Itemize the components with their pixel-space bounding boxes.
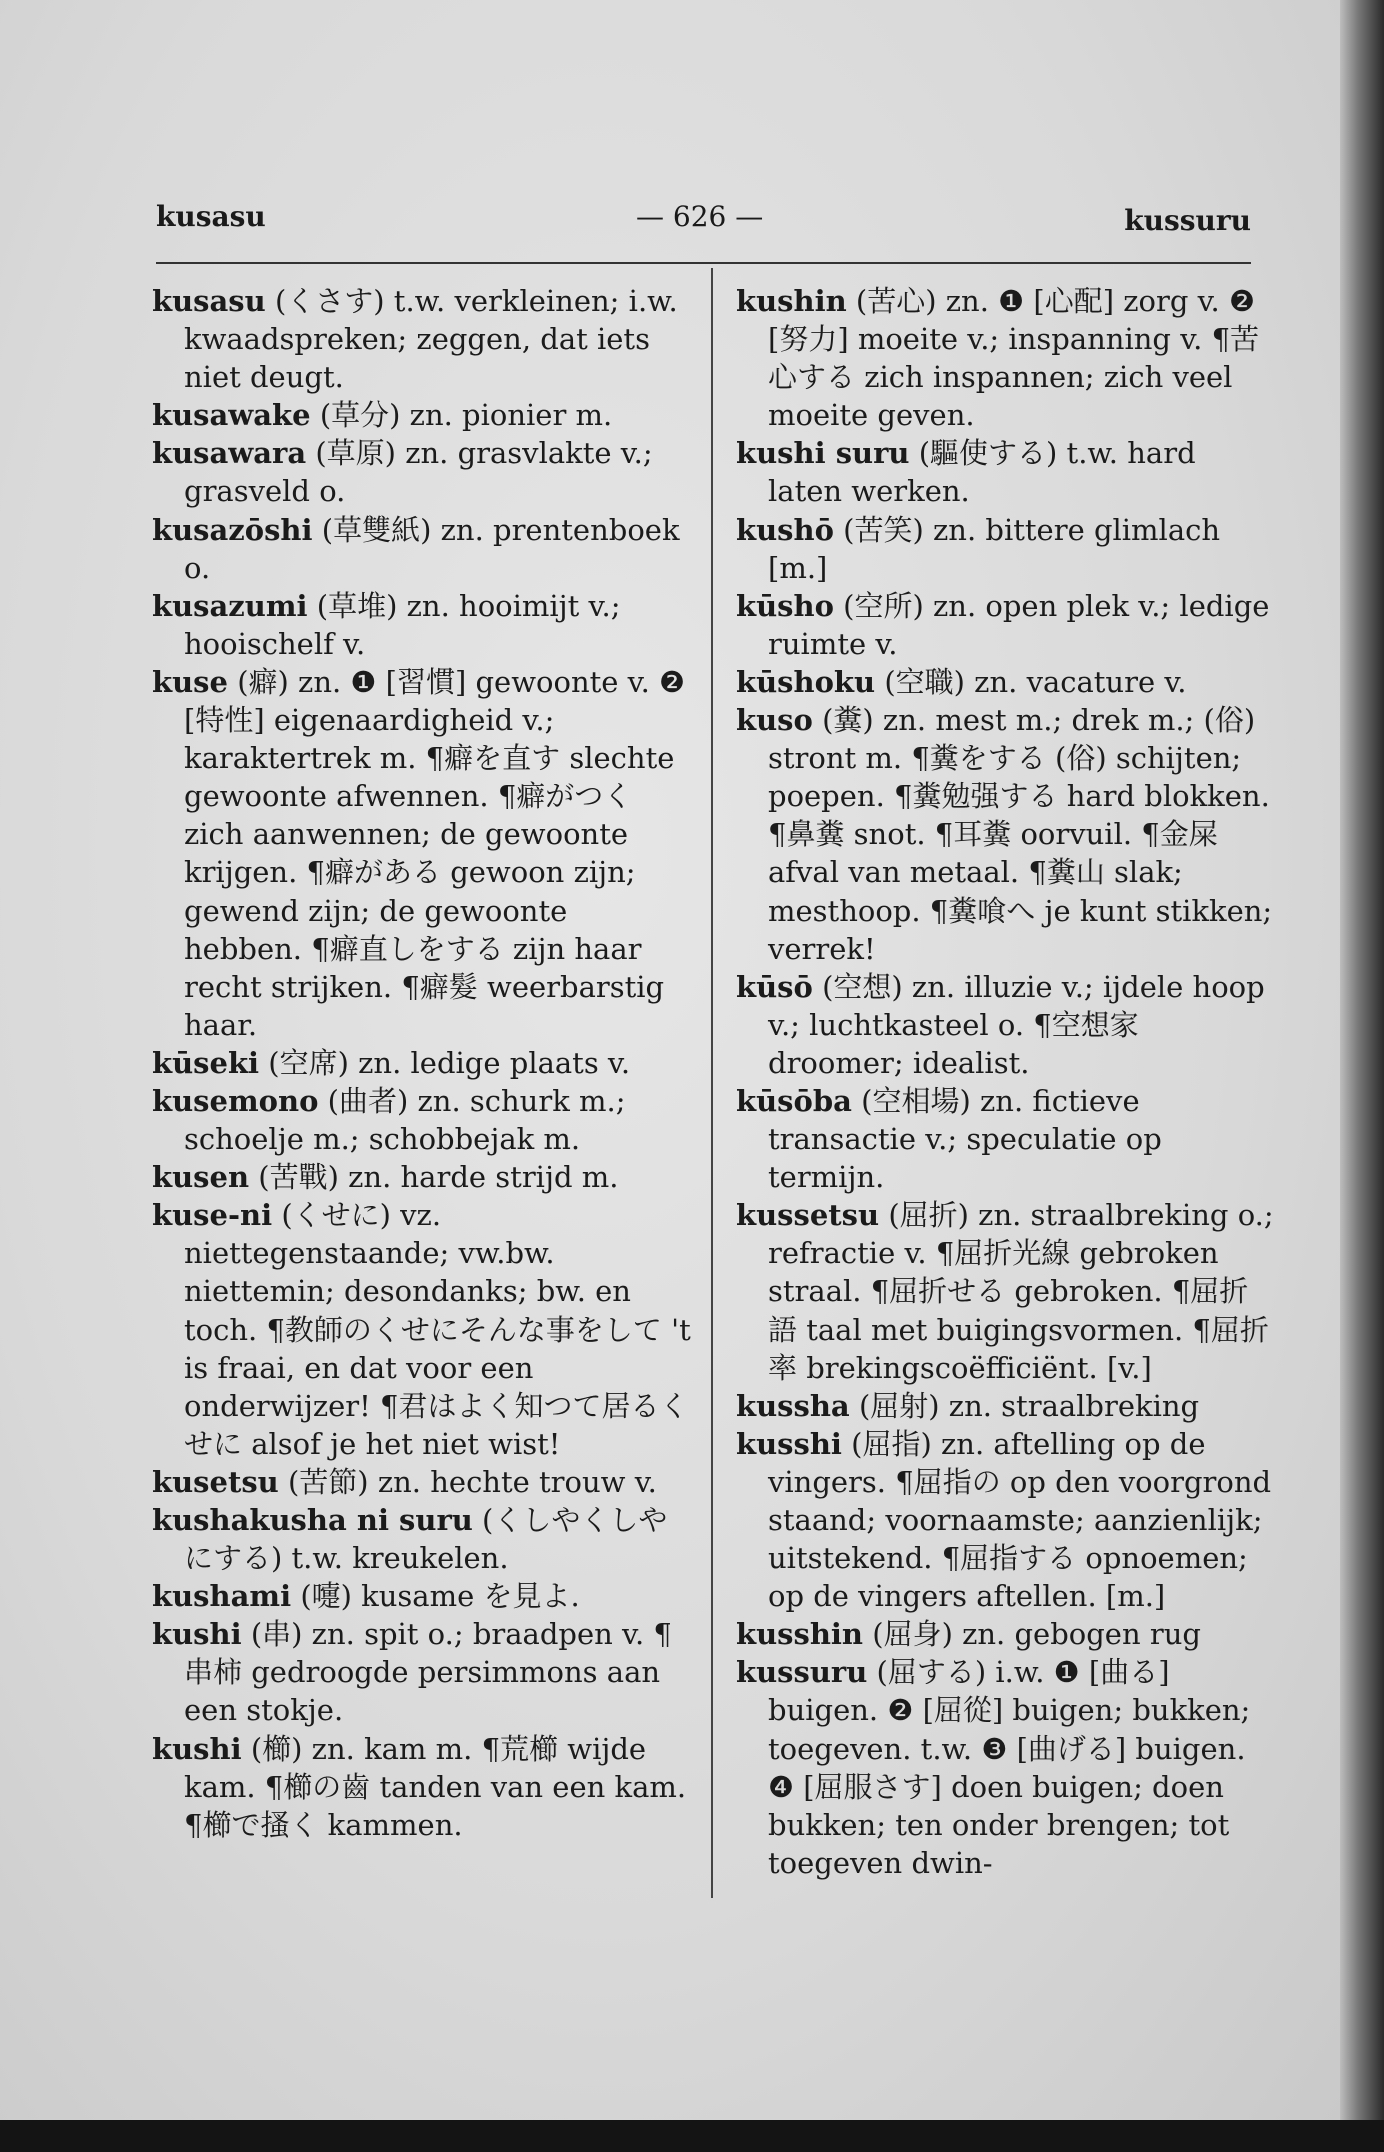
definition: (空席) zn. ledige plaats v. — [268, 1045, 631, 1080]
definition: (空職) zn. vacature v. — [884, 664, 1187, 699]
dictionary-entry — [152, 1082, 692, 1158]
headword: kūshoku — [736, 664, 876, 699]
headword: kushakusha ni suru — [152, 1503, 473, 1537]
dictionary-entry — [152, 587, 692, 663]
definition: (苦節) zn. hechte trouw v. — [287, 1464, 657, 1499]
definition: (草分) zn. pionier m. — [319, 398, 613, 433]
definition: (くさす) t.w. verkleinen; i.w. kwaadspreken; zeggen, dat iets niet deugt. — [184, 284, 678, 395]
dictionary-entry — [736, 701, 1276, 968]
definition: (草堆) zn. hooimijt v.; hooischelf v. — [184, 588, 621, 661]
headword: kussha — [736, 1388, 850, 1423]
definition: (苦笑) zn. bittere glimlach [m.] — [768, 512, 1221, 585]
headword: kushami — [152, 1579, 292, 1614]
dictionary-entry — [152, 1577, 692, 1615]
dictionary-entry — [736, 1425, 1276, 1615]
headword: kusshin — [736, 1617, 864, 1652]
background-shadow — [0, 2120, 1384, 2152]
right-guide-word: kussuru — [1124, 204, 1251, 237]
headword: kusazumi — [152, 588, 308, 623]
dictionary-entry — [152, 434, 692, 510]
dictionary-entry — [736, 511, 1276, 587]
dictionary-entry — [736, 663, 1276, 701]
dictionary-entry — [736, 282, 1276, 434]
dictionary-entry — [736, 1653, 1276, 1882]
dictionary-entry — [152, 1044, 692, 1082]
dictionary-entry — [152, 511, 692, 587]
dictionary-entry — [152, 396, 692, 434]
dictionary-entry — [152, 1615, 692, 1729]
definition: (空想) zn. illuzie v.; ijdele hoop v.; luchtkasteel o. ¶空想家 droomer; idealist. — [768, 969, 1265, 1080]
definition: (屈射) zn. straalbreking — [858, 1388, 1200, 1423]
definition: (くしやくしやにする) t.w. kreukelen. — [184, 1503, 668, 1576]
headword: kushō — [736, 512, 834, 547]
headword: kussuru — [736, 1655, 868, 1690]
definition: (曲者) zn. schurk m.; schoelje m.; schobbejak m. — [184, 1083, 626, 1157]
page-number: — 626 — — [636, 200, 764, 233]
definition: (苦心) zn. ❶ [心配] zorg v. ❷ [努力] moeite v.; inspanning v. ¶苦心する zich inspannen; zich veel moeite geven. — [768, 284, 1260, 433]
headword: kuso — [736, 703, 813, 738]
dictionary-entry — [152, 1730, 692, 1844]
definition: (空所) zn. open plek v.; ledige ruimte v. — [768, 588, 1270, 661]
column-divider — [711, 268, 713, 1898]
headword: kuse — [152, 664, 228, 699]
headword: kushi — [152, 1731, 242, 1766]
headword: kūsho — [736, 588, 834, 623]
definition: (串) zn. spit o.; braadpen v. ¶串柿 gedroogde persimmons aan een stokje. — [184, 1617, 672, 1728]
dictionary-entry — [736, 968, 1276, 1082]
definition: (苦戰) zn. harde strijd m. — [258, 1160, 619, 1195]
headword: kusawake — [152, 398, 311, 433]
definition: (屈指) zn. aftelling op de vingers. ¶屈指の op den voorgrond staand; voornaamste; aanzienlijk; uitstekend. ¶屈指する opnoemen; op de vingers aftellen. [m.] — [768, 1426, 1272, 1614]
headword: kushin — [736, 284, 847, 318]
header-rule — [156, 262, 1251, 264]
definition: (草原) zn. grasvlakte v.; grasveld o. — [184, 436, 653, 509]
headword: kusasu — [152, 284, 266, 318]
dictionary-entry — [736, 1082, 1276, 1196]
headword: kushi — [152, 1617, 242, 1652]
page-header — [156, 200, 1251, 250]
headword: kusemono — [152, 1083, 319, 1118]
headword: kusetsu — [152, 1464, 279, 1499]
dictionary-entry — [736, 587, 1276, 663]
definition: (屈する) i.w. ❶ [曲る] buigen. ❷ [屈從] buigen; bukken; toegeven. t.w. ❸ [曲げる] buigen. ❹ [屈服さす] doen buigen; doen bukken; ten onder brengen; tot toegeven dwin- — [768, 1655, 1251, 1880]
dictionary-entry — [736, 1615, 1276, 1653]
definition: (癖) zn. ❶ [習慣] gewoonte v. ❷ [特性] eigenaardigheid v.; karaktertrek m. ¶癖を直す slechte gewoonte afwennen. ¶癖がつく zich aanwennen; de gewoonte krijgen. ¶癖がある gewoon zijn; gewend zijn; de gewoonte hebben. ¶癖直しをする zijn haar recht strijken. ¶癖髮 weerbarstig haar. — [184, 664, 686, 1042]
definition: (糞) zn. mest m.; drek m.; (俗) stront m. ¶糞をする (俗) schijten; poepen. ¶糞勉强する hard blokken. ¶鼻糞 snot. ¶耳糞 oorvuil. ¶金屎 afval van metaal. ¶糞山 slak; mesthoop. ¶糞喰へ je kunt stikken; verrek! — [768, 703, 1273, 966]
headword: kūsō — [736, 969, 813, 1004]
headword: kusen — [152, 1160, 250, 1195]
definition: (くせに) vz. niettegenstaande; vw.bw. niettemin; desondanks; bw. en toch. ¶教師のくせにそんな事をして 't is fraai, en dat voor een onderwijzer! ¶君はよく知つて居るくせに alsof je het niet wist! — [184, 1198, 691, 1461]
headword: kusawara — [152, 436, 307, 471]
definition: (屈折) zn. straalbreking o.; refractie v. ¶屈折光線 gebroken straal. ¶屈折せる gebroken. ¶屈折語 taal met buigingsvormen. ¶屈折率 brekingscoëfficiënt. [v.] — [768, 1198, 1274, 1385]
headword: kuse-ni — [152, 1198, 273, 1233]
book-page-edge — [1340, 0, 1384, 2152]
dictionary-entry — [736, 1196, 1276, 1386]
dictionary-entry — [152, 1501, 692, 1577]
dictionary-entry — [152, 1158, 692, 1196]
headword: kushi suru — [736, 436, 910, 471]
dictionary-entry — [736, 434, 1276, 510]
definition: (櫛) zn. kam m. ¶荒櫛 wijde kam. ¶櫛の齒 tanden van een kam. ¶櫛で搔く kammen. — [184, 1731, 687, 1842]
dictionary-entry — [152, 1196, 692, 1463]
definition: (屈身) zn. gebogen rug — [872, 1617, 1201, 1652]
right-column — [736, 282, 1276, 1882]
definition: (草雙紙) zn. prentenboek o. — [184, 512, 680, 585]
definition: (嚏) kusame を見よ. — [300, 1579, 580, 1614]
dictionary-entry — [152, 1463, 692, 1501]
dictionary-entry — [152, 663, 692, 1044]
left-guide-word: kusasu — [156, 200, 266, 233]
headword: kussetsu — [736, 1198, 880, 1233]
left-column — [152, 282, 692, 1844]
dictionary-entry — [152, 282, 692, 396]
definition: (空相場) zn. fictieve transactie v.; speculatie op termijn. — [768, 1083, 1162, 1195]
headword: kusazōshi — [152, 512, 313, 547]
definition: (驅使する) t.w. hard laten werken. — [768, 436, 1196, 509]
dictionary-entry — [736, 1387, 1276, 1425]
headword: kūseki — [152, 1045, 260, 1080]
headword: kusshi — [736, 1426, 842, 1461]
headword: kūsōba — [736, 1083, 852, 1118]
